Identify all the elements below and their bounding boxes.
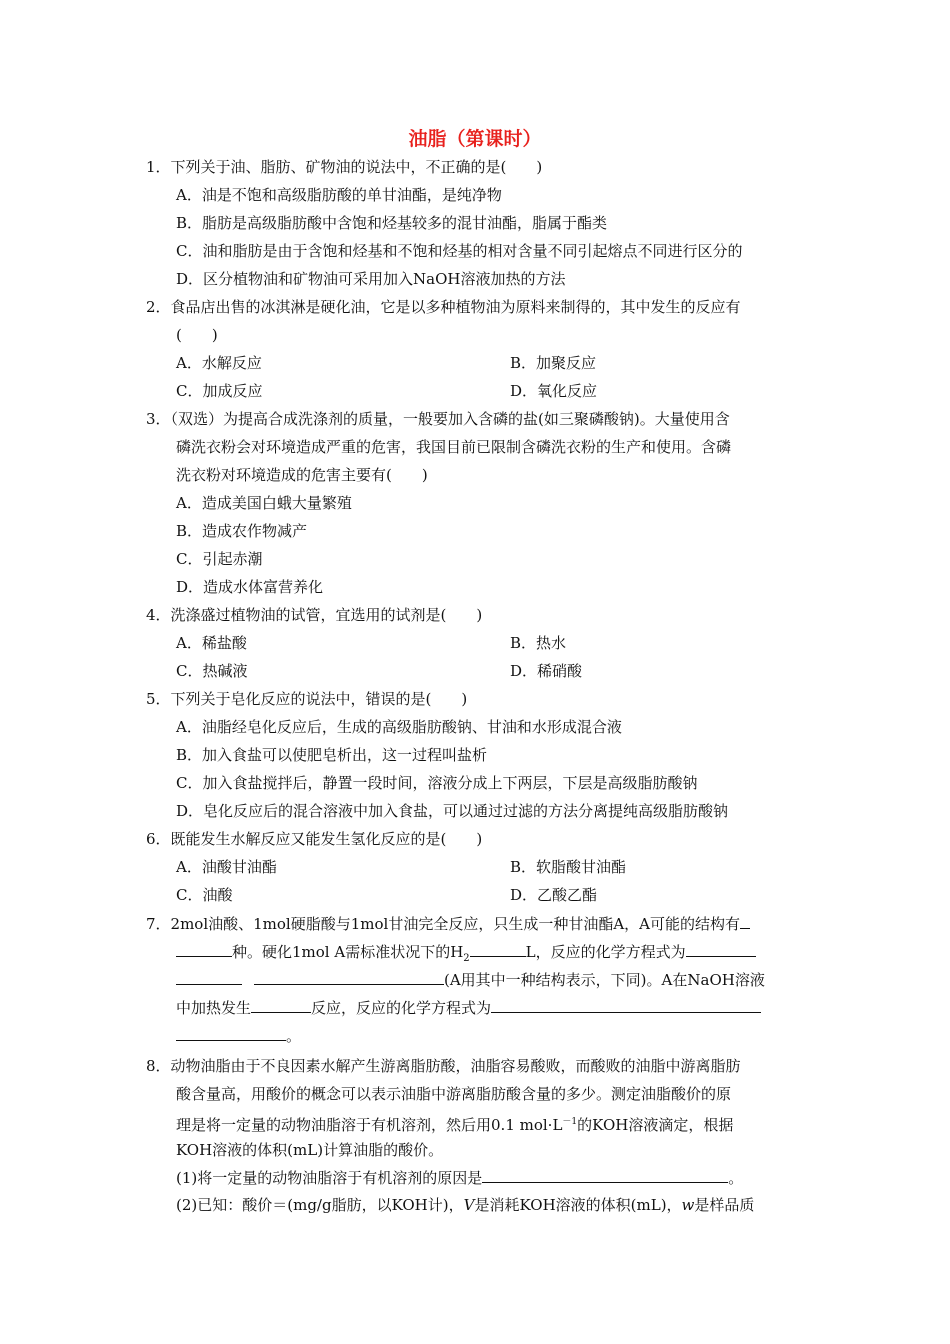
answer-blank[interactable] bbox=[176, 941, 232, 957]
question-4-option-a: A．稀盐酸 bbox=[176, 634, 247, 652]
question-2-option-a: A．水解反应 bbox=[176, 354, 262, 372]
answer-blank[interactable] bbox=[251, 997, 311, 1013]
question-5-stem: 5．下列关于皂化反应的说法中，错误的是( ) bbox=[146, 690, 468, 708]
question-8-line2: 酸含量高，用酸价的概念可以表示油脂中游离脂肪酸含量的多少。测定油脂酸价的原 bbox=[176, 1085, 732, 1103]
question-1-option-c: C．油和脂肪是由于含饱和烃基和不饱和烃基的相对含量不同引起熔点不同进行区分的 bbox=[176, 242, 743, 260]
answer-blank[interactable] bbox=[491, 997, 761, 1013]
question-2-option-d: D．氧化反应 bbox=[510, 382, 598, 400]
question-8-part2: (2)已知：酸价＝(mg/g脂肪，以KOH计)，V是消耗KOH溶液的体积(mL)，w是样品质 bbox=[176, 1196, 755, 1214]
question-5-option-b: B．加入食盐可以使肥皂析出，这一过程叫盐析 bbox=[176, 746, 488, 764]
answer-blank[interactable] bbox=[686, 941, 756, 957]
question-5-option-d: D．皂化反应后的混合溶液中加入食盐，可以通过过滤的方法分离提纯高级脂肪酸钠 bbox=[176, 802, 729, 820]
answer-blank[interactable] bbox=[482, 1167, 728, 1183]
question-6-stem: 6．既能发生水解反应又能发生氢化反应的是( ) bbox=[146, 830, 483, 848]
answer-blank[interactable] bbox=[254, 969, 444, 985]
question-8-line3: 理是将一定量的动物油脂溶于有机溶剂，然后用0.1 $mol\cdot L^{-1}$的KOH溶液滴定，根据 bbox=[176, 1116, 734, 1134]
answer-blank[interactable] bbox=[740, 913, 750, 929]
question-4-option-d: D．稀硝酸 bbox=[510, 662, 583, 680]
question-8-line1: 8．动物油脂由于不良因素水解产生游离脂肪酸，油脂容易酸败，而酸败的油脂中游离脂肪 bbox=[146, 1057, 741, 1075]
question-6-option-b: B．软脂酸甘油酯 bbox=[510, 858, 627, 876]
answer-blank[interactable] bbox=[470, 941, 526, 957]
question-3-option-b: B．造成农作物减产 bbox=[176, 522, 308, 540]
question-1-option-b: B．脂肪是高级脂肪酸中含饱和烃基较多的混甘油酯，脂属于酯类 bbox=[176, 214, 608, 232]
question-5-option-c: C．加入食盐搅拌后，静置一段时间，溶液分成上下两层，下层是高级脂肪酸钠 bbox=[176, 774, 698, 792]
question-8-line4: KOH溶液的体积(mL)计算油脂的酸价。 bbox=[176, 1141, 444, 1159]
question-2-option-c: C．加成反应 bbox=[176, 382, 263, 400]
question-8-part1: (1)将一定量的动物油脂溶于有机溶剂的原因是 。 bbox=[176, 1169, 744, 1187]
question-7-line3: (A用其中一种结构表示，下同)。A在NaOH溶液 bbox=[176, 969, 765, 990]
question-2-stem: 2．食品店出售的冰淇淋是硬化油，它是以多种植物油为原料来制得的，其中发生的反应有 bbox=[146, 298, 741, 316]
question-3-stem: 3．（双选）为提高合成洗涤剂的质量，一般要加入含磷的盐(如三聚磷酸钠)。大量使用含 bbox=[146, 410, 730, 428]
question-3-option-d: D．造成水体富营养化 bbox=[176, 578, 324, 596]
question-2-option-b: B．加聚反应 bbox=[510, 354, 597, 372]
question-2-stem-cont: ( ) bbox=[176, 326, 218, 344]
question-6-option-c: C．油酸 bbox=[176, 886, 233, 904]
question-7-line4: 中加热发生 反应，反应的化学方程式为 bbox=[176, 997, 761, 1018]
question-3-option-a: A．造成美国白蛾大量繁殖 bbox=[176, 494, 352, 512]
question-3-stem-line2: 磷洗衣粉会对环境造成严重的危害，我国目前已限制含磷洗衣粉的生产和使用。含磷 bbox=[176, 438, 732, 456]
question-3-option-c: C．引起赤潮 bbox=[176, 550, 263, 568]
question-7-line2: 种。硬化1mol A需标准状况下的$H_2$ L，反应的化学方程式为 bbox=[176, 941, 756, 969]
question-3-stem-line3: 洗衣粉对环境造成的危害主要有( ) bbox=[176, 466, 428, 484]
question-5-option-a: A．油脂经皂化反应后，生成的高级脂肪酸钠、甘油和水形成混合液 bbox=[176, 718, 622, 736]
answer-blank[interactable] bbox=[176, 1025, 286, 1041]
question-4-option-b: B．热水 bbox=[510, 634, 567, 652]
question-4-stem: 4．洗涤盛过植物油的试管，宜选用的试剂是( ) bbox=[146, 606, 483, 624]
question-1-option-a: A．油是不饱和高级脂肪酸的单甘油酯，是纯净物 bbox=[176, 186, 502, 204]
question-7-line5: 。 bbox=[176, 1025, 301, 1046]
question-7-line1: 7．2mol油酸、1mol硬脂酸与1mol甘油完全反应，只生成一种甘油酯A，A可能的结构有 bbox=[146, 913, 750, 934]
question-1-option-d: D．区分植物油和矿物油可采用加入NaOH溶液加热的方法 bbox=[176, 270, 566, 288]
question-4-option-c: C．热碱液 bbox=[176, 662, 248, 680]
question-1-stem: 1．下列关于油、脂肪、矿物油的说法中，不正确的是( ) bbox=[146, 158, 543, 176]
question-6-option-a: A．油酸甘油酯 bbox=[176, 858, 277, 876]
answer-blank[interactable] bbox=[176, 969, 242, 985]
question-6-option-d: D．乙酸乙酯 bbox=[510, 886, 598, 904]
page-title: 油脂（第课时） bbox=[408, 128, 542, 150]
